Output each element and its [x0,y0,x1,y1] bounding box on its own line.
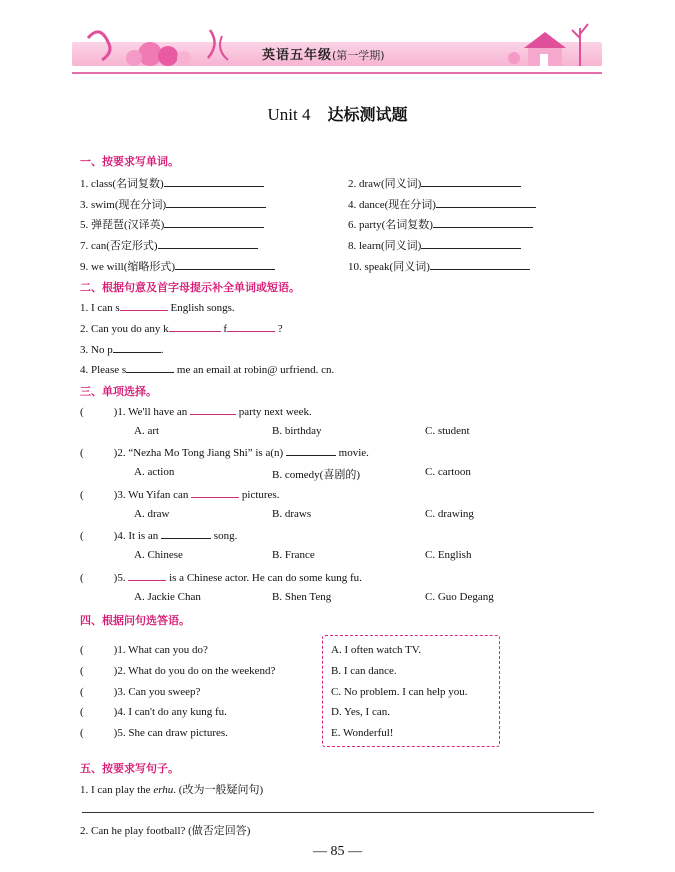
section-4-heading: 四、根据问句选答语。 [80,614,190,627]
section-2-heading: 二、根据句意及首字母提示补全单词或短语。 [80,281,300,294]
s3-q1-option-b: B. birthday [272,425,322,437]
s4-answer-e: E. Wonderful! [331,727,394,739]
s4-answer-d: D. Yes, I can. [331,706,390,718]
s4-answer-a: A. I often watch TV. [331,644,422,656]
s1-item-7: 7. can(否定形式) [80,237,258,253]
s1-item-6: 6. party(名词复数) [348,216,533,232]
s2-question-2: 2. Can you do any k f ? [80,323,283,335]
s3-question-2: ( )2. “Nezha Mo Tong Jiang Shi” is a(n) movie. [80,447,369,459]
s3-q1-option-a: A. art [134,425,160,437]
s2-question-3: 3. No p . [80,344,164,356]
s1-item-2: 2. draw(同义词) [348,175,521,191]
s3-q2-option-a: A. action [134,466,175,478]
s3-q3-option-c: C. drawing [425,508,474,520]
s1-item-8: 8. learn(同义词) [348,237,521,253]
s2-question-1: 1. I can s English songs. [80,302,235,314]
s3-q4-option-b: B. France [272,549,315,561]
s5-question-2: 2. Can he play football? (做否定回答) [80,825,251,837]
s3-question-4: ( )4. It is an song. [80,530,238,542]
header-divider [72,72,602,74]
s4-answer-b: B. I can dance. [331,665,397,677]
section-5-heading: 五、按要求写句子。 [80,762,179,775]
s4-question-5: ( )5. She can draw pictures. [80,727,228,739]
s3-q2-option-b: B. comedy(喜剧的) [272,469,360,481]
s4-answer-c: C. No problem. I can help you. [331,686,468,698]
s3-q3-option-a: A. draw [134,508,170,520]
s3-q3-option-b: B. draws [272,508,312,520]
s3-q4-option-c: C. English [425,549,472,561]
answer-line [82,812,594,813]
s1-item-5: 5. 弹琵琶(汉译英) [80,216,264,232]
s1-item-10: 10. speak(同义词) [348,258,530,274]
s3-question-3: ( )3. Wu Yifan can pictures. [80,489,280,501]
header-decoration-right [500,14,610,70]
section-1-heading: 一、按要求写单词。 [80,155,179,168]
s3-q4-option-a: A. Chinese [134,549,183,561]
s4-question-2: ( )2. What do you do on the weekend? [80,665,276,677]
section-3-heading: 三、单项选择。 [80,385,157,398]
s1-item-4: 4. dance(现在分词) [348,196,536,212]
page-title: Unit 4 达标测试题 [267,105,408,124]
s1-item-3: 3. swim(现在分词) [80,196,266,212]
s3-question-1: ( )1. We'll have an party next week. [80,406,312,418]
s1-item-1: 1. class(名词复数) [80,175,264,191]
s3-q5-option-c: C. Guo Degang [425,591,494,603]
header-decoration-left [80,20,250,70]
s5-question-1: 1. I can play the erhu. (改为一般疑问句) [80,784,264,796]
s3-q1-option-c: C. student [425,425,470,437]
s2-question-4: 4. Please s me an email at robin@ urfriend. cn. [80,364,335,376]
s3-question-5: ( )5. is a Chinese actor. He can do some kung fu. [80,572,362,584]
page-number: — 85 — [313,844,362,859]
s3-q5-option-b: B. Shen Teng [272,591,332,603]
s4-question-1: ( )1. What can you do? [80,644,208,656]
s4-question-4: ( )4. I can't do any kung fu. [80,706,227,718]
s1-item-9: 9. we will(缩略形式) [80,258,275,274]
s3-q2-option-c: C. cartoon [425,466,471,478]
s3-q5-option-a: A. Jackie Chan [134,591,201,603]
header-book-title: 英语五年级(第一学期) [262,48,385,63]
s4-question-3: ( )3. Can you sweep? [80,686,201,698]
